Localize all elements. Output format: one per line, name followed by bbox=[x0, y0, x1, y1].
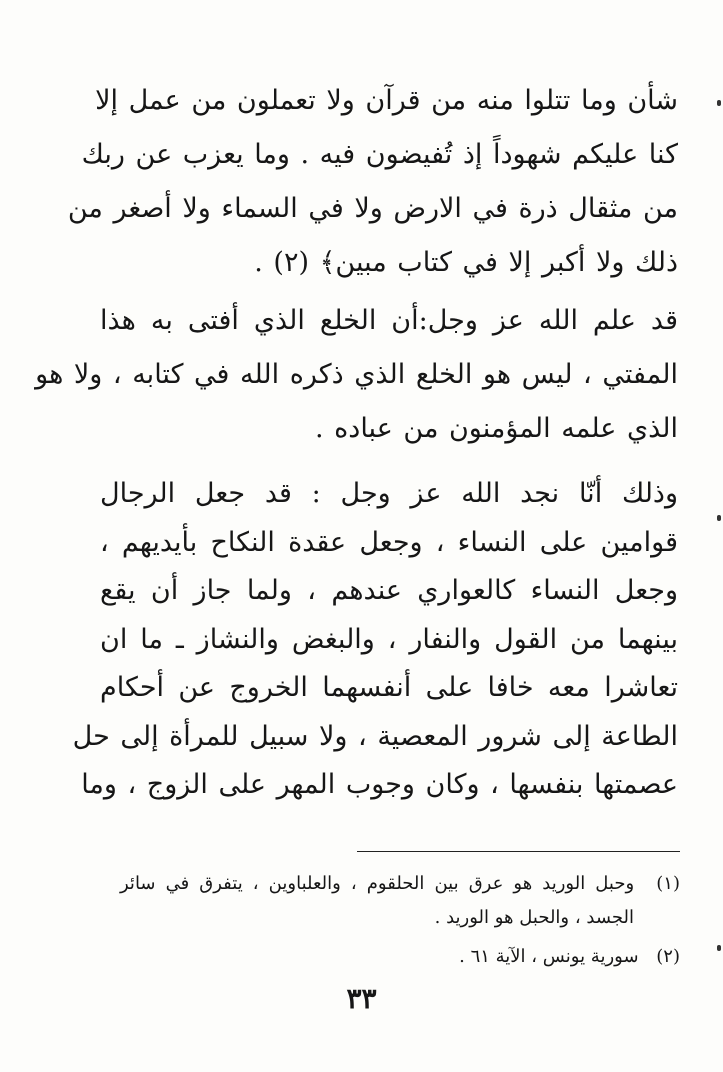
paragraph-marriage bbox=[72, 470, 678, 810]
text-line: من مثقال ذرة في الارض ولا في السماء ولا أصغر من bbox=[67, 193, 678, 224]
text-line: قد علم الله عز وجل:أن الخلع الذي أفتى به هذا bbox=[100, 305, 678, 336]
footnote-number: (١) bbox=[656, 873, 680, 894]
page-number: ٣٣ bbox=[346, 982, 377, 1015]
scan-edge-mark bbox=[717, 100, 721, 106]
text-line: بينهما من القول والنفار ، والبغض والنشاز ـ ما ان bbox=[100, 623, 678, 655]
scan-edge-mark bbox=[717, 945, 721, 951]
footnote-1 bbox=[120, 867, 680, 901]
paragraph-khul bbox=[35, 294, 678, 456]
text-line: وجعل النساء كالعواري عندهم ، ولما جاز أن يقع bbox=[100, 575, 678, 606]
text-line: وذلك أنّا نجد الله عز وجل : قد جعل الرجال bbox=[100, 478, 678, 509]
footnote-text: الجسد ، والحبل هو الوريد . bbox=[434, 907, 634, 928]
text-line: ذلك ولا أكبر إلا في كتاب مبين﴾ (٢) . bbox=[254, 247, 678, 278]
text-line: الطاعة إلى شرور المعصية ، ولا سبيل للمرأة إلى حل bbox=[72, 720, 678, 752]
text-line: كنا عليكم شهوداً إذ تُفيضون فيه . وما يعزب عن ربك bbox=[81, 139, 678, 170]
text-line: شأن وما تتلوا منه من قرآن ولا تعملون من عمل إلا bbox=[95, 85, 678, 116]
text-line: قوامين على النساء ، وجعل عقدة النكاح بأيديهم ، bbox=[100, 526, 678, 558]
scan-edge-mark bbox=[717, 515, 721, 521]
paragraph-quran-quote bbox=[67, 74, 678, 290]
footnote-1-continuation bbox=[120, 901, 680, 935]
footnote-text: سورية يونس ، الآية ٦١ . bbox=[459, 946, 639, 967]
text-line: الذي علمه المؤمنون من عباده . bbox=[314, 413, 678, 444]
footnote-number: (٢) bbox=[656, 946, 680, 967]
footnote-separator bbox=[357, 851, 680, 852]
footnote-2 bbox=[120, 940, 680, 974]
footnote-text: وحبل الوريد هو عرق بين الحلقوم ، والعلباوين ، يتفرق في سائر bbox=[120, 873, 635, 894]
text-line: تعاشرا معه خافا على أنفسهما الخروج عن أحكام bbox=[100, 672, 678, 703]
text-line: المفتي ، ليس هو الخلع الذي ذكره الله في كتابه ، ولا هو bbox=[35, 359, 678, 390]
text-line: عصمتها بنفسها ، وكان وجوب المهر على الزوج ، وما bbox=[81, 769, 678, 800]
